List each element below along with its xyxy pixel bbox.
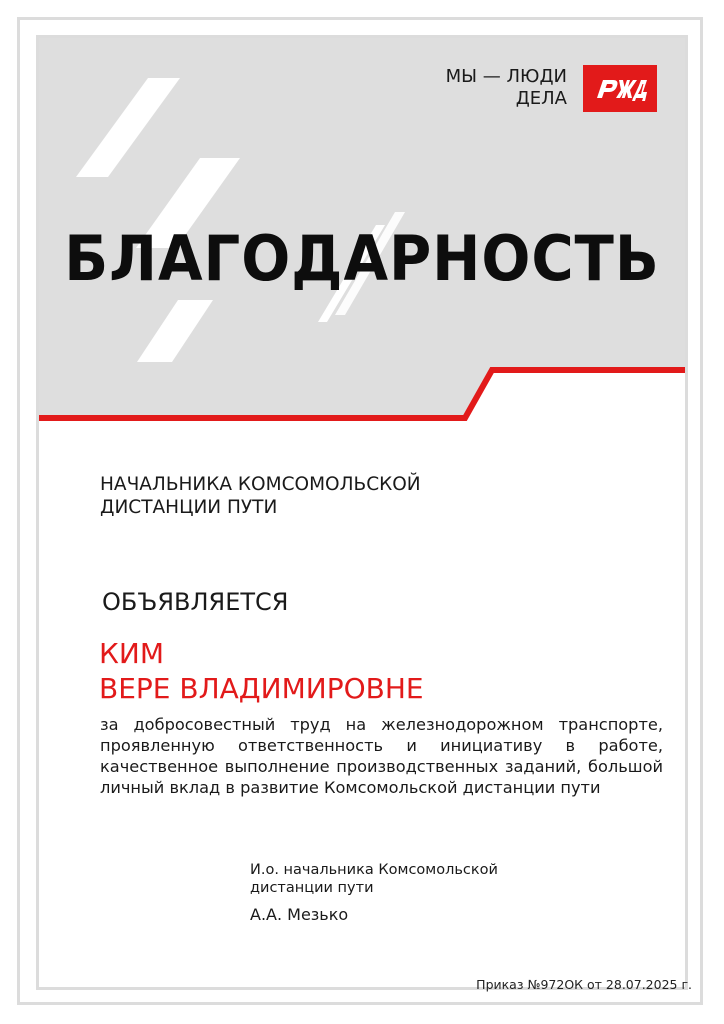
recipient	[99, 636, 424, 706]
issuer-line: НАЧАЛЬНИКА КОМСОМОЛЬСКОЙ	[100, 474, 421, 495]
slogan	[446, 66, 567, 110]
rzd-logo-mark	[583, 65, 657, 112]
recipient-surname: КИМ	[99, 637, 164, 670]
order-reference: Приказ №972ОК от 28.07.2025 г.	[476, 977, 692, 992]
slogan-line: МЫ — ЛЮДИ	[445, 66, 567, 87]
slogan-line: ДЕЛА	[515, 88, 567, 109]
announcement: ОБЪЯВЛЯЕТСЯ	[102, 588, 289, 616]
issuer-line: ДИСТАНЦИИ ПУТИ	[100, 497, 278, 518]
signer-title	[250, 861, 498, 897]
page-title: БЛАГОДАРНОСТЬ	[64, 222, 660, 295]
reason-text: за добросовестный труд на железнодорожном транспорте, проявленную ответственность и инициативу в работе, качественное выполнение производственных заданий, большой личный вклад в развитие Комсомольской дистанции пути	[100, 715, 663, 797]
recipient-name: ВЕРЕ ВЛАДИМИРОВНЕ	[99, 672, 424, 705]
signer-title-line: дистанции пути	[250, 880, 374, 896]
issuer	[100, 473, 421, 519]
signer-title-line: И.о. начальника Комсомольской	[250, 862, 498, 878]
rzd-logo	[583, 65, 657, 112]
signer-name: А.А. Мезько	[250, 905, 349, 924]
